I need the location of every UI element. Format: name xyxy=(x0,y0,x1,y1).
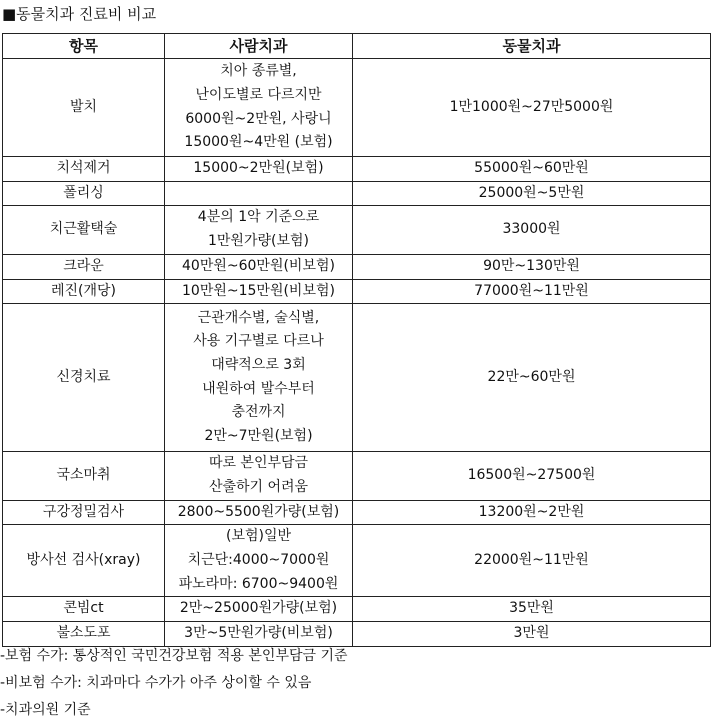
animal-price-line: 25000원~5만원 xyxy=(478,184,585,201)
cell-human-price xyxy=(165,157,353,182)
cell-human-price xyxy=(165,597,353,622)
cell-human-price xyxy=(165,59,353,157)
cell-item: 치근활택술 xyxy=(3,206,165,254)
table-row xyxy=(3,279,711,304)
cell-item: 크라운 xyxy=(3,254,165,279)
cell-item: 콘빔ct xyxy=(3,597,165,622)
cell-item: 방사선 검사(xray) xyxy=(3,525,165,597)
animal-price-line: 90만~130만원 xyxy=(483,257,580,274)
table-row xyxy=(3,59,711,157)
header-item: 항목 xyxy=(3,34,165,59)
cell-human-price xyxy=(165,500,353,525)
table-row xyxy=(3,254,711,279)
table-row xyxy=(3,304,711,452)
cell-item: 폴리싱 xyxy=(3,181,165,206)
table-row xyxy=(3,500,711,525)
animal-price-line: 16500원~27500원 xyxy=(467,467,596,484)
cell-animal-price xyxy=(353,279,711,304)
comparison-table xyxy=(2,33,711,647)
cell-human-price xyxy=(165,206,353,254)
cell-human-price xyxy=(165,254,353,279)
human-price-line: 사용 기구별로 다르나 xyxy=(193,333,324,350)
human-price-line: 산출하기 어려움 xyxy=(208,478,309,495)
human-price-line: 치아 종류별, xyxy=(220,63,297,80)
human-price-line: 따로 본인부담금 xyxy=(208,455,309,472)
cell-animal-price xyxy=(353,500,711,525)
cell-animal-price xyxy=(353,525,711,597)
human-price-line: 4분의 1악 기준으로 xyxy=(197,209,320,226)
cell-animal-price xyxy=(353,254,711,279)
human-price-line: 난이도별로 다르지만 xyxy=(195,86,322,103)
cell-animal-price xyxy=(353,622,711,647)
animal-price-line: 22000원~11만원 xyxy=(474,552,589,569)
cell-human-price xyxy=(165,452,353,500)
header-human-dental: 사람치과 xyxy=(165,34,353,59)
cell-animal-price xyxy=(353,452,711,500)
table-row xyxy=(3,597,711,622)
animal-price-line: 35만원 xyxy=(509,600,554,617)
cell-animal-price xyxy=(353,304,711,452)
human-price-line: 40만원~60만원(비보험) xyxy=(182,257,335,274)
note-clinic-basis: -치과의원 기준 xyxy=(0,702,91,718)
animal-price-line: 77000원~11만원 xyxy=(474,282,589,299)
cell-item: 구강정밀검사 xyxy=(3,500,165,525)
human-price-line: 치근단:4000~7000원 xyxy=(187,552,330,569)
human-price-line: 2만~25000원가량(보험) xyxy=(179,600,338,617)
cell-animal-price xyxy=(353,157,711,182)
cell-item: 레진(개당) xyxy=(3,279,165,304)
header-animal-dental: 동물치과 xyxy=(353,34,711,59)
cell-item: 신경치료 xyxy=(3,304,165,452)
cell-animal-price xyxy=(353,181,711,206)
human-price-line: 15000~2만원(보험) xyxy=(193,160,324,176)
human-price-line: 6000원~2만원, 사랑니 xyxy=(185,110,332,127)
table-row xyxy=(3,525,711,597)
animal-price-line: 13200원~2만원 xyxy=(478,503,585,520)
cell-human-price xyxy=(165,181,353,206)
animal-price-line: 1만1000원~27만5000원 xyxy=(449,98,614,115)
table-row xyxy=(3,181,711,206)
cell-item: 치석제거 xyxy=(3,157,165,182)
human-price-line: 내원하여 발수부터 xyxy=(202,380,315,397)
cell-human-price xyxy=(165,525,353,597)
footnotes xyxy=(0,643,348,724)
note-insurance: -보험 수가: 통상적인 국민건강보험 적용 본인부담금 기준 xyxy=(0,648,348,664)
human-price-line: 파노라마: 6700~9400원 xyxy=(178,575,339,592)
human-price-line: 10만원~15만원(비보험) xyxy=(182,282,335,299)
human-price-line: 2만~7만원(보험) xyxy=(204,428,313,445)
cell-item: 불소도포 xyxy=(3,622,165,647)
human-price-line: 충전까지 xyxy=(231,404,286,421)
animal-price-line: 22만~60만원 xyxy=(487,368,576,385)
animal-price-line: 3만원 xyxy=(513,625,550,642)
animal-price-line: 33000원 xyxy=(502,221,561,238)
cell-item: 국소마취 xyxy=(3,452,165,500)
cell-human-price xyxy=(165,304,353,452)
cell-animal-price xyxy=(353,59,711,157)
table-row xyxy=(3,206,711,254)
human-price-line: 3만~5만원가량(비보험) xyxy=(184,625,333,642)
table-row xyxy=(3,452,711,500)
human-price-line: 근관개수별, 술식별, xyxy=(197,309,320,326)
human-price-line: 2800~5500원가량(보험) xyxy=(177,503,340,520)
table-header-row xyxy=(3,34,711,59)
cell-human-price xyxy=(165,279,353,304)
human-price-line: 1만원가량(보험) xyxy=(208,233,309,250)
cell-animal-price xyxy=(353,206,711,254)
page-title: ■동물치과 진료비 비교 xyxy=(2,5,157,23)
animal-price-line: 55000원~60만원 xyxy=(474,160,589,176)
human-price-line: 대략적으로 3회 xyxy=(211,357,306,374)
table-row xyxy=(3,157,711,182)
note-non-insurance: -비보험 수가: 치과마다 수가가 아주 상이할 수 있음 xyxy=(0,675,312,691)
human-price-line: 15000원~4만원 (보험) xyxy=(184,134,333,151)
human-price-line: (보험)일반 xyxy=(225,528,292,545)
cell-animal-price xyxy=(353,597,711,622)
cell-item: 발치 xyxy=(3,59,165,157)
